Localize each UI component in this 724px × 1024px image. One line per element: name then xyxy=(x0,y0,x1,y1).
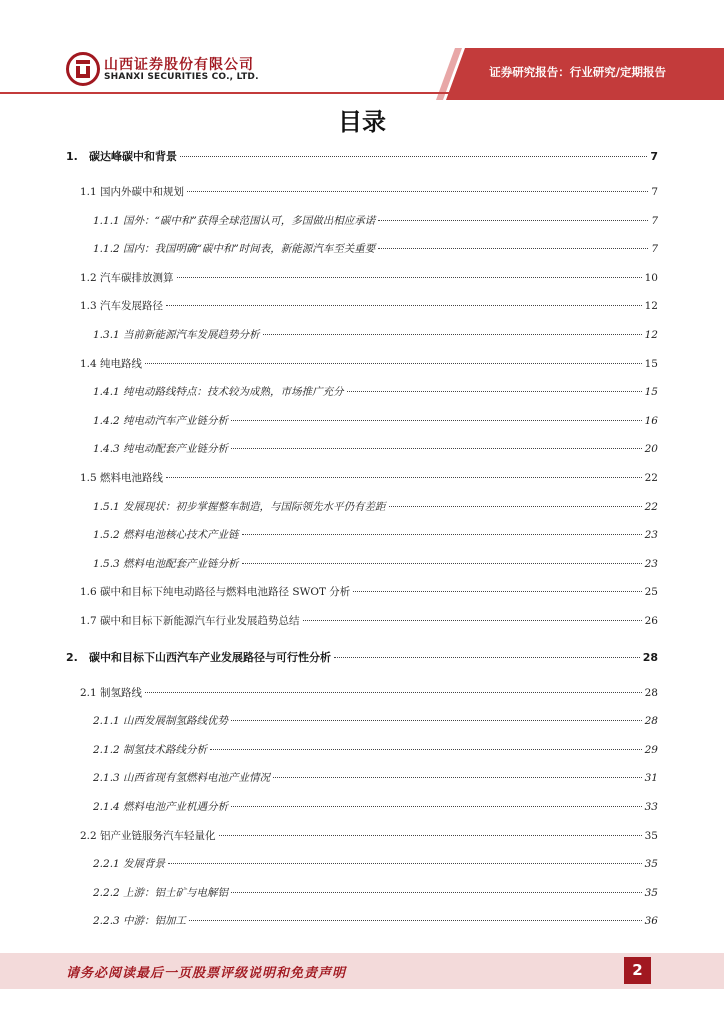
toc-entry[interactable] xyxy=(80,613,658,628)
toc-entry[interactable] xyxy=(93,913,658,928)
toc-entry-page: 20 xyxy=(644,443,658,455)
toc-entry[interactable] xyxy=(93,213,658,228)
toc-entry-label: 1.4 纯电路线 xyxy=(80,358,143,370)
dot-leader xyxy=(303,620,642,621)
toc-entry-page: 25 xyxy=(644,586,658,598)
toc-entry-label: 2.1.2 制氢技术路线分析 xyxy=(93,744,208,756)
toc-entry-label: 2.1.1 山西发展制氢路线优势 xyxy=(93,715,229,727)
toc-entry-label: 碳中和目标下山西汽车产业发展路径与可行性分析 xyxy=(89,651,331,664)
toc-entry-page: 7 xyxy=(651,215,658,227)
toc-entry[interactable] xyxy=(93,742,658,757)
toc-entry-label: 1.6 碳中和目标下纯电动路径与燃料电池路径 SWOT 分析 xyxy=(80,586,351,598)
toc-entry-label: 1.2 汽车碳排放测算 xyxy=(80,272,174,284)
toc-entry-page: 22 xyxy=(644,472,658,484)
toc-entry[interactable] xyxy=(66,148,658,164)
toc-entry[interactable] xyxy=(93,327,658,342)
toc-entry-page: 28 xyxy=(644,687,658,699)
toc-entry-number: 1. xyxy=(66,150,78,163)
toc-entry-page: 26 xyxy=(644,615,658,627)
company-name-cn: 山西证券股份有限公司 xyxy=(104,57,254,73)
toc-entry-label: 2.2.3 中游：铝加工 xyxy=(93,915,187,927)
company-name-en: SHANXI SECURITIES CO., LTD. xyxy=(104,72,259,82)
toc-entry[interactable] xyxy=(93,527,658,542)
dot-leader xyxy=(187,191,648,192)
toc-entry[interactable] xyxy=(80,270,658,285)
dot-leader xyxy=(242,534,642,535)
toc-entry-page: 31 xyxy=(644,772,658,784)
dot-leader xyxy=(231,448,642,449)
toc-entry-label: 1.5.1 发展现状：初步掌握整车制造，与国际领先水平仍有差距 xyxy=(93,501,386,513)
toc-entry[interactable] xyxy=(80,685,658,700)
dot-leader xyxy=(177,277,642,278)
toc-entry-label: 2.2.1 发展背景 xyxy=(93,858,166,870)
toc-entry[interactable] xyxy=(93,713,658,728)
toc-entry-label: 1.4.2 纯电动汽车产业链分析 xyxy=(93,415,229,427)
toc-entry[interactable] xyxy=(93,556,658,571)
dot-leader xyxy=(231,420,642,421)
dot-leader xyxy=(334,657,640,658)
toc-entry-page: 12 xyxy=(644,300,658,312)
toc-entry-page: 7 xyxy=(650,150,658,163)
toc-entry-page: 35 xyxy=(644,858,658,870)
dot-leader xyxy=(166,305,642,306)
dot-leader xyxy=(168,863,642,864)
toc-entry[interactable] xyxy=(93,384,658,399)
toc-entry-label: 2.2.2 上游：铝土矿与电解铝 xyxy=(93,887,229,899)
dot-leader xyxy=(166,477,642,478)
toc-entry[interactable] xyxy=(93,856,658,871)
toc-entry[interactable] xyxy=(80,828,658,843)
toc-entry-page: 16 xyxy=(644,415,658,427)
toc-title: 目录 xyxy=(338,108,386,136)
toc-entry-page: 22 xyxy=(644,501,658,513)
toc-entry[interactable] xyxy=(80,356,658,371)
dot-leader xyxy=(378,220,648,221)
toc-entry-page: 7 xyxy=(651,186,658,198)
toc-entry[interactable] xyxy=(80,470,658,485)
toc-entry-label: 1.1.2 国内：我国明确“碳中和”时间表，新能源汽车至关重要 xyxy=(93,243,376,255)
toc-entry-page: 36 xyxy=(644,915,658,927)
toc-entry-label: 1.4.1 纯电动路线特点：技术较为成熟，市场推广充分 xyxy=(93,386,344,398)
report-header xyxy=(0,0,724,100)
toc-entry-label: 1.1.1 国外：“碳中和”获得全球范围认可，多国做出相应承诺 xyxy=(93,215,376,227)
toc-entry-page: 7 xyxy=(651,243,658,255)
toc-entry[interactable] xyxy=(80,184,658,199)
company-logo-icon xyxy=(66,52,100,86)
toc-entry-label: 1.1 国内外碳中和规划 xyxy=(80,186,185,198)
toc-entry[interactable] xyxy=(93,770,658,785)
dot-leader xyxy=(210,749,642,750)
toc-entry-page: 28 xyxy=(642,651,658,664)
toc-entry-label: 1.5.2 燃料电池核心技术产业链 xyxy=(93,529,239,541)
dot-leader xyxy=(231,720,642,721)
toc-entry[interactable] xyxy=(93,499,658,514)
toc-entry-page: 35 xyxy=(644,887,658,899)
toc-entry-label: 2.1.3 山西省现有氢燃料电池产业情况 xyxy=(93,772,271,784)
toc-entry-label: 1.4.3 纯电动配套产业链分析 xyxy=(93,443,229,455)
toc-entry[interactable] xyxy=(66,649,658,665)
dot-leader xyxy=(273,777,642,778)
dot-leader xyxy=(219,835,642,836)
dot-leader xyxy=(263,334,642,335)
toc-entry[interactable] xyxy=(93,413,658,428)
dot-leader xyxy=(145,363,642,364)
page-number: 2 xyxy=(624,957,651,984)
dot-leader xyxy=(145,692,642,693)
disclaimer-notice: 请务必阅读最后一页股票评级说明和免责声明 xyxy=(66,966,347,981)
dot-leader xyxy=(347,391,642,392)
dot-leader xyxy=(231,806,642,807)
toc-entry-label: 碳达峰碳中和背景 xyxy=(89,150,177,163)
toc-entry[interactable] xyxy=(93,799,658,814)
toc-entry-page: 33 xyxy=(644,801,658,813)
toc-entry-page: 29 xyxy=(644,744,658,756)
toc-entry[interactable] xyxy=(93,241,658,256)
toc-entry-page: 10 xyxy=(644,272,658,284)
dot-leader xyxy=(180,156,647,157)
toc-entry-page: 35 xyxy=(644,830,658,842)
toc-entry-page: 28 xyxy=(644,715,658,727)
toc-entry-label: 2.1 制氢路线 xyxy=(80,687,143,699)
dot-leader xyxy=(378,248,648,249)
report-type-label: 证券研究报告：行业研究/定期报告 xyxy=(489,65,666,79)
dot-leader xyxy=(242,563,642,564)
dot-leader xyxy=(189,920,642,921)
dot-leader xyxy=(389,506,642,507)
toc-entry-page: 15 xyxy=(644,358,658,370)
dot-leader xyxy=(353,591,641,592)
toc-entry-label: 1.3.1 当前新能源汽车发展趋势分析 xyxy=(93,329,260,341)
toc-entry[interactable] xyxy=(93,441,658,456)
header-banner xyxy=(0,0,724,100)
toc-entry-label: 1.3 汽车发展路径 xyxy=(80,300,164,312)
toc-entry-label: 1.5.3 燃料电池配套产业链分析 xyxy=(93,558,239,570)
toc-entry[interactable] xyxy=(80,298,658,313)
toc-entry-label: 1.5 燃料电池路线 xyxy=(80,472,164,484)
toc-entry-label: 2.2 铝产业链服务汽车轻量化 xyxy=(80,830,216,842)
toc-entry-page: 15 xyxy=(644,386,658,398)
toc-entry-page: 23 xyxy=(644,558,658,570)
toc-entry-page: 23 xyxy=(644,529,658,541)
toc-entry-page: 12 xyxy=(644,329,658,341)
dot-leader xyxy=(231,892,642,893)
toc-entry-label: 1.7 碳中和目标下新能源汽车行业发展趋势总结 xyxy=(80,615,300,627)
toc-entry[interactable] xyxy=(80,584,658,599)
toc-entry[interactable] xyxy=(93,885,658,900)
toc-entry-label: 2.1.4 燃料电池产业机遇分析 xyxy=(93,801,229,813)
toc-entry-number: 2. xyxy=(66,651,78,664)
